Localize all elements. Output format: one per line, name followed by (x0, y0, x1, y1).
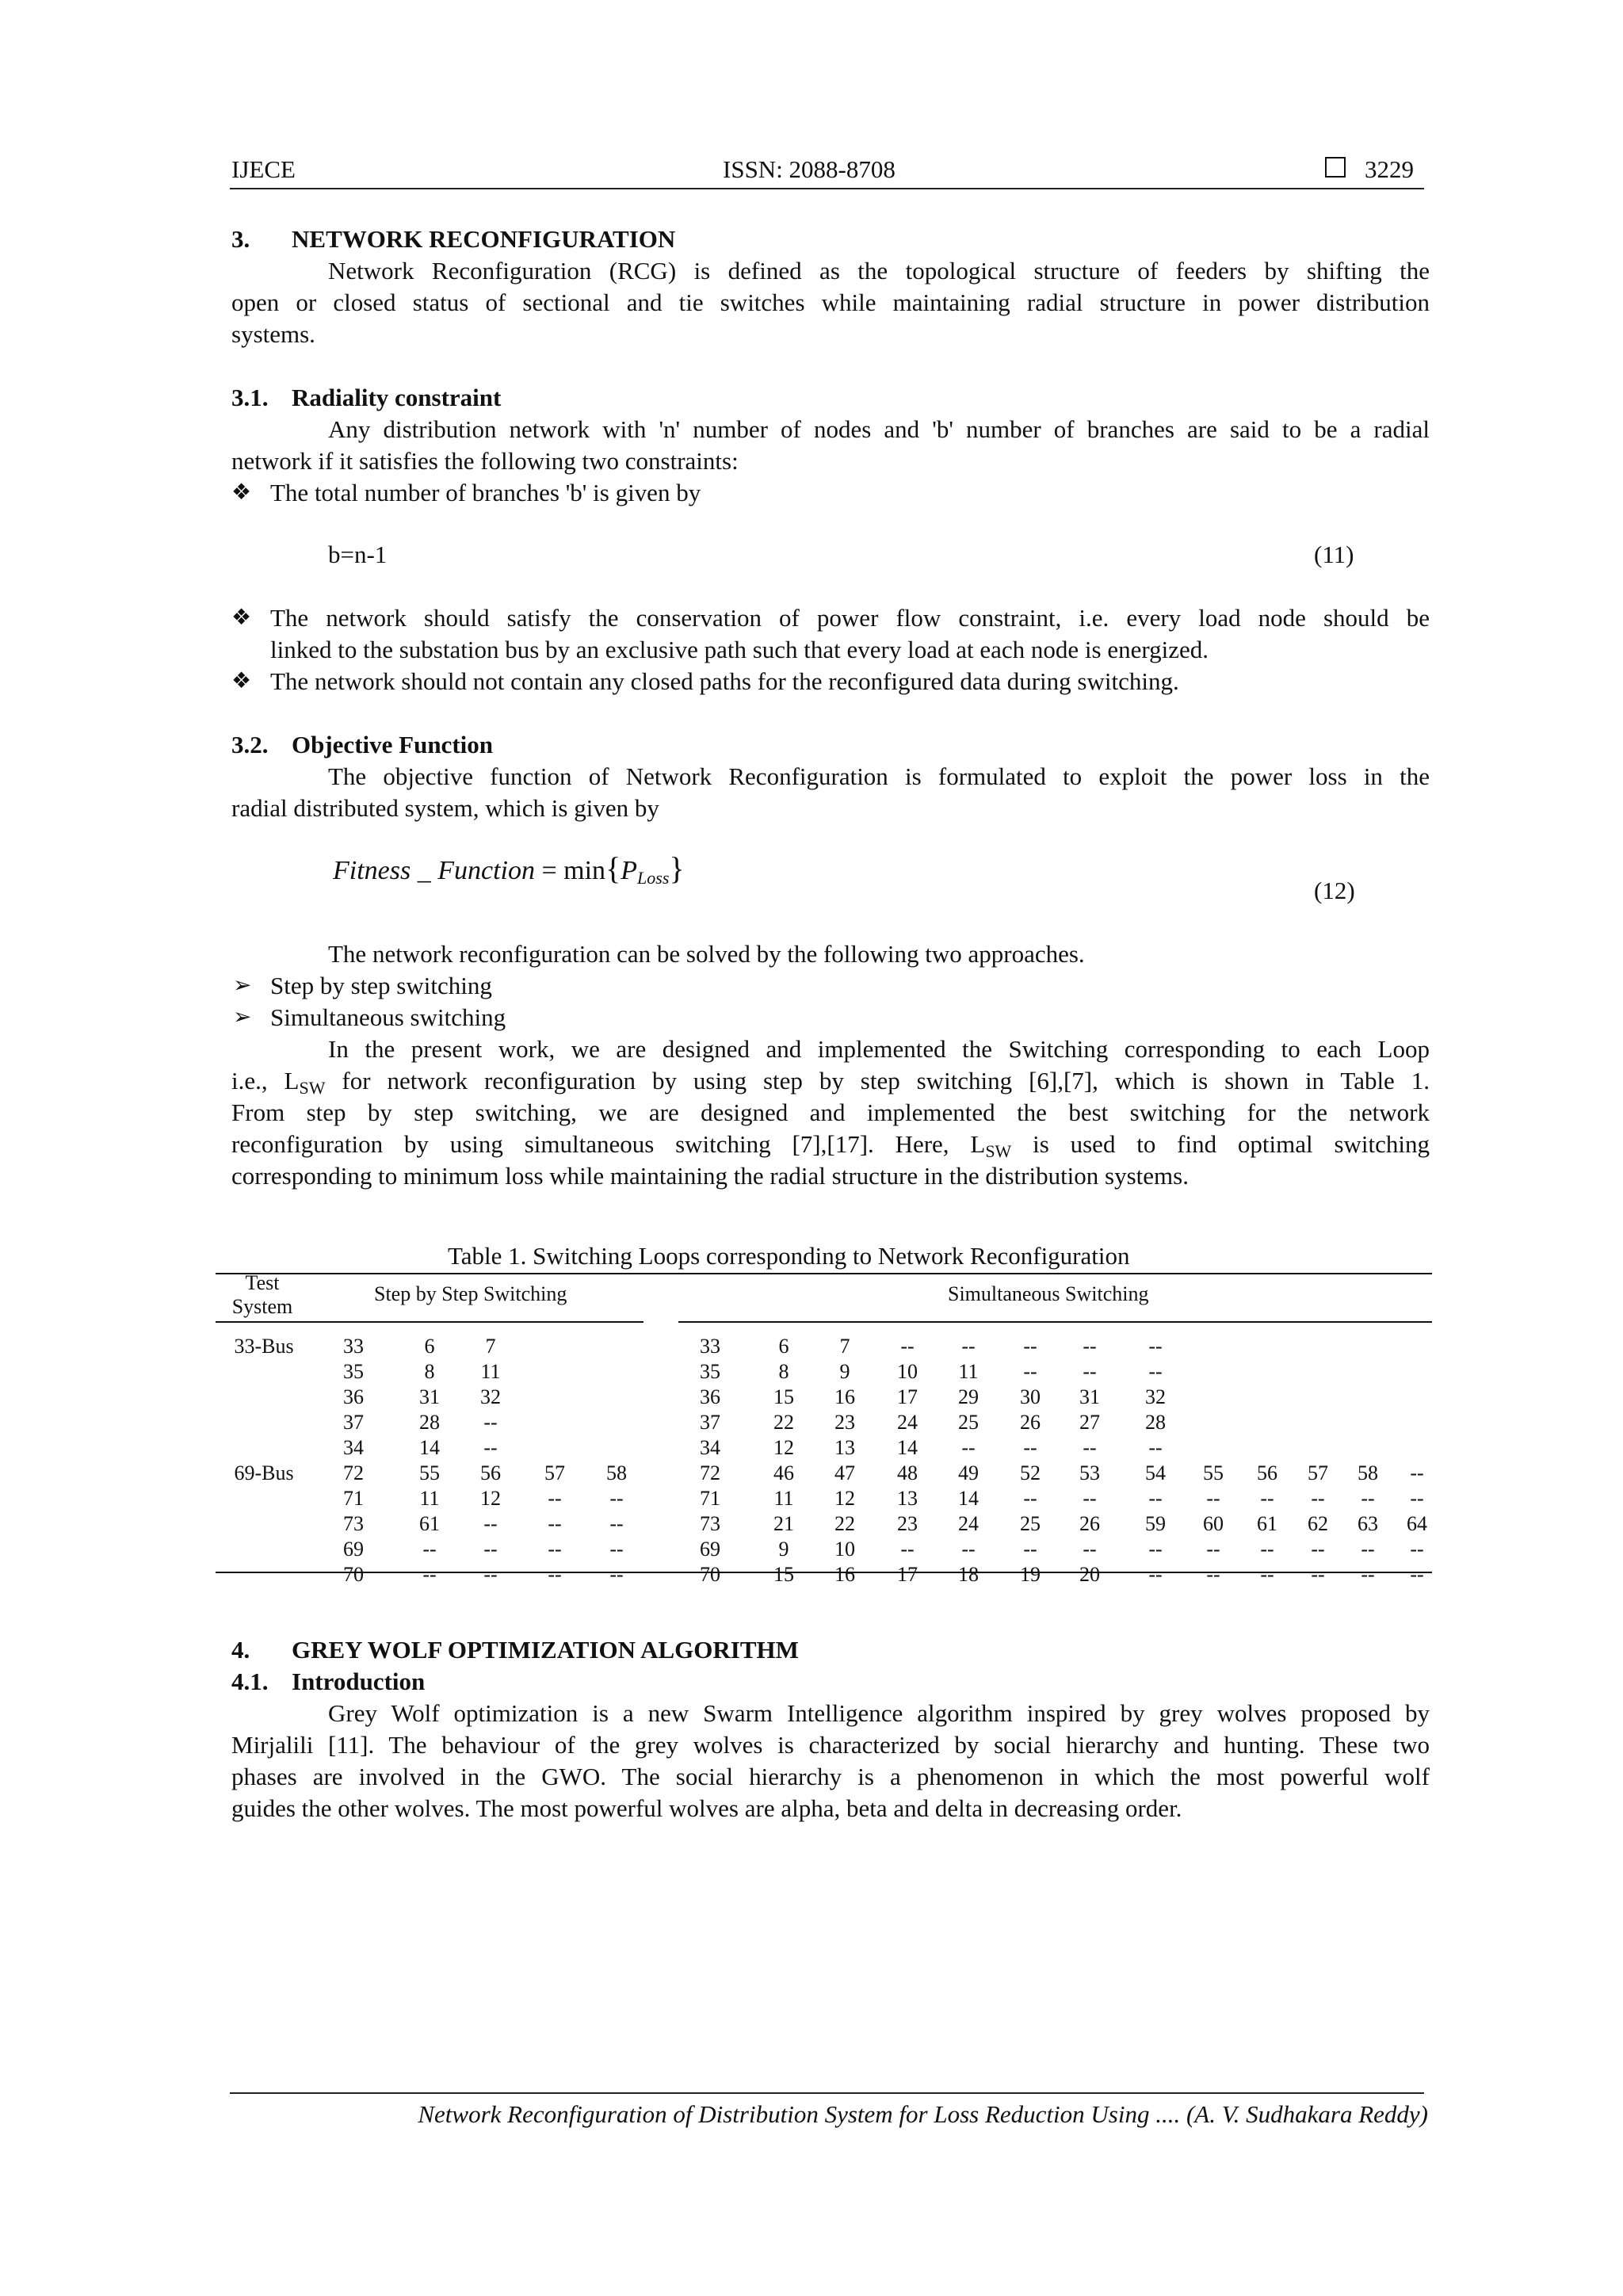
approaches-intro: The network reconfiguration can be solved by the following two approaches. (328, 940, 1085, 968)
table-cell-step: -- (548, 1563, 562, 1586)
col-header-simultaneous: Simultaneous Switching (948, 1282, 1149, 1305)
table-cell-simultaneous: -- (961, 1538, 976, 1561)
table-cell-step: 28 (419, 1411, 440, 1434)
table-cell-simultaneous: -- (1023, 1335, 1037, 1358)
table-cell-simultaneous: -- (961, 1436, 976, 1459)
running-footer: Network Reconfiguration of Distribution System for Loss Reduction Using .... (A. V. Sudhakara Reddy) (418, 2100, 1428, 2128)
table-cell-simultaneous: 13 (897, 1487, 918, 1510)
header-rule (230, 188, 1424, 189)
table-cell-simultaneous: 33 (700, 1335, 720, 1358)
table-cell-step: 35 (343, 1360, 364, 1383)
table-cell-step: 7 (485, 1335, 496, 1358)
table-cell-simultaneous: -- (1148, 1538, 1163, 1561)
table-cell-step: -- (422, 1563, 437, 1586)
table-header-rule-step (216, 1321, 643, 1323)
table-cell-step: 70 (343, 1563, 364, 1586)
table-cell-simultaneous: -- (1361, 1563, 1375, 1586)
bullet-2-text: linked to the substation bus by an exclusive path such that every load at each node is energized. (270, 636, 1209, 663)
table-cell-simultaneous: 26 (1079, 1512, 1100, 1535)
table-cell-step: 11 (419, 1487, 440, 1510)
table-cell-simultaneous: 9 (778, 1538, 789, 1561)
section-3-2-para-line: radial distributed system, which is given by (231, 794, 659, 822)
table-cell-simultaneous: -- (1260, 1563, 1274, 1586)
table-cell-simultaneous: 7 (839, 1335, 850, 1358)
table-cell-simultaneous: 53 (1079, 1461, 1100, 1484)
table-cell-step: 14 (419, 1436, 440, 1459)
table-cell-simultaneous: -- (1023, 1436, 1037, 1459)
section-4-1-title: Introduction (292, 1668, 426, 1695)
table-cell-step: -- (483, 1538, 498, 1561)
table-cell-simultaneous: 23 (834, 1411, 855, 1434)
section-3-2-title: Objective Function (292, 731, 493, 758)
table-cell-step: 57 (544, 1461, 565, 1484)
table-cell-simultaneous: 14 (897, 1436, 918, 1459)
table-cell-simultaneous: 23 (897, 1512, 918, 1535)
table-cell-simultaneous: 10 (897, 1360, 918, 1383)
section-3-2-number: 3.2. (231, 731, 269, 758)
section-3-number: 3. (231, 225, 250, 253)
table-cell-step: 33 (343, 1335, 364, 1358)
table-cell-step: -- (422, 1538, 437, 1561)
para-2-line (231, 1065, 1430, 1097)
table-cell-simultaneous: -- (1148, 1563, 1163, 1586)
table-cell-simultaneous: 47 (834, 1461, 855, 1484)
table-cell-simultaneous: -- (1311, 1538, 1325, 1561)
equation-11-number: (11) (1314, 541, 1354, 568)
table-cell-simultaneous: 60 (1203, 1512, 1224, 1535)
section-3-title: NETWORK RECONFIGURATION (292, 225, 676, 253)
table-cell-simultaneous: -- (1148, 1335, 1163, 1358)
table-cell-simultaneous: 69 (700, 1538, 720, 1561)
table-cell-simultaneous: 25 (958, 1411, 979, 1434)
section-4-number: 4. (231, 1636, 250, 1664)
table-cell-step: -- (609, 1512, 624, 1535)
table-cell-step: 37 (343, 1411, 364, 1434)
lsw-subscript: SW (299, 1078, 326, 1098)
table-cell-simultaneous: 63 (1358, 1512, 1378, 1535)
approach-1: Step by step switching (270, 972, 492, 999)
table-cell-step: 12 (480, 1487, 501, 1510)
table-cell-system: 69-Bus (234, 1461, 294, 1484)
table-cell-simultaneous: 73 (700, 1512, 720, 1535)
eq-p-sub: Loss (637, 868, 670, 888)
table-cell-simultaneous: -- (1361, 1538, 1375, 1561)
eq-equals: = (541, 856, 557, 885)
table-cell-simultaneous: -- (1023, 1538, 1037, 1561)
para-2-fragment: for network reconfiguration by using step by step switching [6],[7], which is shown in Table 1. (325, 1067, 1430, 1095)
table-cell-simultaneous: -- (1260, 1487, 1274, 1510)
table-cell-step: -- (548, 1512, 562, 1535)
table-caption: Table 1. Switching Loops corresponding to Network Reconfiguration (448, 1242, 1130, 1270)
table-cell-simultaneous: 8 (778, 1360, 789, 1383)
eq-lhs: Fitness _ Function (333, 856, 535, 885)
table-cell-step: 36 (343, 1385, 364, 1408)
approach-2: Simultaneous switching (270, 1003, 506, 1031)
col-header-step: Step by Step Switching (374, 1282, 567, 1305)
table-cell-simultaneous: 15 (773, 1563, 794, 1586)
table-cell-step: -- (609, 1538, 624, 1561)
table-cell-simultaneous: -- (1410, 1538, 1424, 1561)
col-header-test (231, 1271, 293, 1319)
table-bottom-rule (216, 1572, 1432, 1573)
table-cell-system: 33-Bus (234, 1335, 294, 1358)
table-cell-simultaneous: 70 (700, 1563, 720, 1586)
table-cell-step: -- (483, 1436, 498, 1459)
table-cell-simultaneous: 71 (700, 1487, 720, 1510)
table-cell-simultaneous: -- (1206, 1487, 1220, 1510)
table-cell-step: 73 (343, 1512, 364, 1535)
table-cell-step: -- (548, 1538, 562, 1561)
table-cell-simultaneous: 57 (1308, 1461, 1328, 1484)
table-cell-simultaneous: 34 (700, 1436, 720, 1459)
table-cell-simultaneous: 16 (834, 1385, 855, 1408)
table-cell-simultaneous: -- (1083, 1538, 1097, 1561)
table-cell-simultaneous: -- (961, 1335, 976, 1358)
section-3-2-para-line: The objective function of Network Reconfiguration is formulated to exploit the power loss in the (328, 762, 1430, 790)
table-cell-simultaneous: 17 (897, 1385, 918, 1408)
table-cell-simultaneous: -- (1148, 1487, 1163, 1510)
bullet-3-text: The network should not contain any closed paths for the reconfigured data during switching. (270, 667, 1179, 695)
table-cell-simultaneous: 46 (773, 1461, 794, 1484)
table-cell-simultaneous: -- (1311, 1563, 1325, 1586)
table-cell-simultaneous: 19 (1020, 1563, 1041, 1586)
table-cell-simultaneous: 61 (1257, 1512, 1277, 1535)
col-header-test-2: System (231, 1295, 293, 1318)
table-cell-step: 34 (343, 1436, 364, 1459)
col-header-test-1: Test (245, 1271, 280, 1294)
table-cell-simultaneous: 21 (773, 1512, 794, 1535)
table-cell-simultaneous: 24 (958, 1512, 979, 1535)
para-2-line: From step by step switching, we are designed and implemented the best switching for the network (231, 1098, 1430, 1126)
table-cell-simultaneous: 20 (1079, 1563, 1100, 1586)
table-cell-step: -- (609, 1563, 624, 1586)
table-cell-simultaneous: 72 (700, 1461, 720, 1484)
table-cell-simultaneous: -- (1410, 1563, 1424, 1586)
table-cell-simultaneous: 31 (1079, 1385, 1100, 1408)
table-cell-simultaneous: 48 (897, 1461, 918, 1484)
table-cell-simultaneous: 18 (958, 1563, 979, 1586)
section-4-para-line: guides the other wolves. The most powerful wolves are alpha, beta and delta in decreasing order. (231, 1794, 1182, 1822)
table-cell-step: 8 (424, 1360, 435, 1383)
para-2-fragment: is used to find optimal switching (1011, 1130, 1430, 1158)
table-cell-simultaneous: 16 (834, 1563, 855, 1586)
table-cell-step: -- (548, 1487, 562, 1510)
arrow-bullet-icon: ➢ (233, 973, 252, 998)
table-cell-simultaneous: 58 (1358, 1461, 1378, 1484)
section-3-1-number: 3.1. (231, 384, 269, 411)
section-4-1-number: 4.1. (231, 1668, 269, 1695)
table-cell-simultaneous: 49 (958, 1461, 979, 1484)
table-cell-simultaneous: -- (1311, 1487, 1325, 1510)
table-cell-simultaneous: -- (1148, 1360, 1163, 1383)
issn: ISSN: 2088-8708 (723, 155, 896, 183)
section-3-para-line: Network Reconfiguration (RCG) is defined as the topological structure of feeders by shifting the (328, 257, 1430, 285)
section-4-title: GREY WOLF OPTIMIZATION ALGORITHM (292, 1636, 799, 1664)
table-cell-simultaneous: 37 (700, 1411, 720, 1434)
section-4-para-line: Grey Wolf optimization is a new Swarm Intelligence algorithm inspired by grey wolves proposed by (328, 1699, 1430, 1727)
table-cell-simultaneous: -- (1410, 1461, 1424, 1484)
table-cell-simultaneous: -- (1148, 1436, 1163, 1459)
equation-12: Fitness _ Function = $\min\{P_{Loss}\}$ (333, 850, 685, 888)
table-cell-step: 69 (343, 1538, 364, 1561)
table-cell-simultaneous: 6 (778, 1335, 789, 1358)
table-cell-simultaneous: -- (1083, 1360, 1097, 1383)
table-cell-simultaneous: -- (1206, 1563, 1220, 1586)
table-cell-simultaneous: -- (900, 1538, 915, 1561)
table-cell-simultaneous: 27 (1079, 1411, 1100, 1434)
table-cell-simultaneous: 11 (958, 1360, 979, 1383)
table-cell-simultaneous: 12 (773, 1436, 794, 1459)
diamond-bullet-icon: ❖ (231, 669, 252, 693)
table-cell-simultaneous: 59 (1145, 1512, 1166, 1535)
table-cell-simultaneous: 62 (1308, 1512, 1328, 1535)
table-cell-simultaneous: 32 (1145, 1385, 1166, 1408)
table-cell-step: -- (483, 1512, 498, 1535)
lsw-subscript: SW (985, 1141, 1012, 1161)
table-cell-step: 61 (419, 1512, 440, 1535)
table-header-rule-simul (678, 1321, 1432, 1323)
table-cell-simultaneous: 11 (773, 1487, 794, 1510)
para-2-line: corresponding to minimum loss while maintaining the radial structure in the distribution systems. (231, 1162, 1189, 1190)
section-3-1-para-line: network if it satisfies the following two constraints: (231, 447, 739, 475)
bullet-1-text: The total number of branches 'b' is given by (270, 479, 701, 506)
table-cell-simultaneous: 55 (1203, 1461, 1224, 1484)
table-cell-simultaneous: -- (1083, 1487, 1097, 1510)
table-top-rule (216, 1273, 1432, 1274)
para-2-fragment: i.e., L (231, 1067, 300, 1095)
table-cell-simultaneous: 17 (897, 1563, 918, 1586)
para-2-fragment: reconfiguration by using simultaneous switching [7],[17]. Here, L (231, 1130, 986, 1158)
table-cell-simultaneous: 24 (897, 1411, 918, 1434)
table-cell-simultaneous: 26 (1020, 1411, 1041, 1434)
table-cell-simultaneous: 14 (958, 1487, 979, 1510)
diamond-bullet-icon: ❖ (231, 480, 252, 505)
table-cell-step: -- (483, 1563, 498, 1586)
table-cell-step: 31 (419, 1385, 440, 1408)
table-cell-simultaneous: 36 (700, 1385, 720, 1408)
table-cell-simultaneous: -- (1023, 1360, 1037, 1383)
table-cell-simultaneous: 12 (834, 1487, 855, 1510)
section-4-para-line: phases are involved in the GWO. The social hierarchy is a phenomenon in which the most powerful wolf (231, 1763, 1430, 1790)
table-cell-simultaneous: 25 (1020, 1512, 1041, 1535)
table-cell-simultaneous: 56 (1257, 1461, 1277, 1484)
table-cell-simultaneous: 10 (834, 1538, 855, 1561)
journal-name: IJECE (231, 155, 296, 183)
eq-p: P (621, 856, 638, 885)
footer-rule (230, 2092, 1424, 2094)
table-cell-step: 72 (343, 1461, 364, 1484)
table-cell-simultaneous: -- (900, 1335, 915, 1358)
section-3-1-title: Radiality constraint (292, 384, 502, 411)
checkbox-icon (1325, 157, 1346, 178)
table-cell-simultaneous: 28 (1145, 1411, 1166, 1434)
eq-min: min (563, 856, 606, 885)
table-cell-step: 71 (343, 1487, 364, 1510)
table-cell-step: 11 (480, 1360, 501, 1383)
table-cell-simultaneous: 15 (773, 1385, 794, 1408)
table-cell-simultaneous: 52 (1020, 1461, 1041, 1484)
table-cell-simultaneous: 64 (1407, 1512, 1427, 1535)
section-3-para-line: systems. (231, 320, 315, 348)
section-4-para-line: Mirjalili [11]. The behaviour of the grey wolves is characterized by social hierarchy and hunting. These two (231, 1731, 1430, 1759)
diamond-bullet-icon: ❖ (231, 606, 252, 630)
table-cell-step: 58 (606, 1461, 627, 1484)
table-cell-simultaneous: -- (1410, 1487, 1424, 1510)
table-cell-simultaneous: 9 (839, 1360, 850, 1383)
table-cell-simultaneous: 22 (773, 1411, 794, 1434)
table-cell-simultaneous: -- (1083, 1335, 1097, 1358)
table-cell-simultaneous: 54 (1145, 1461, 1166, 1484)
table-cell-simultaneous: -- (1260, 1538, 1274, 1561)
table-cell-step: -- (483, 1411, 498, 1434)
section-3-1-para-line: Any distribution network with 'n' number of nodes and 'b' number of branches are said to be a radial (328, 415, 1430, 443)
table-cell-simultaneous: -- (1023, 1487, 1037, 1510)
table-cell-simultaneous: 30 (1020, 1385, 1041, 1408)
table-cell-step: -- (609, 1487, 624, 1510)
page-number: 3229 (1365, 155, 1414, 183)
table-cell-simultaneous: 29 (958, 1385, 979, 1408)
section-3-para-line: open or closed status of sectional and tie switches while maintaining radial structure in power distribution (231, 288, 1430, 316)
table-cell-step: 6 (424, 1335, 435, 1358)
table-cell-step: 55 (419, 1461, 440, 1484)
table-cell-simultaneous: 22 (834, 1512, 855, 1535)
table-cell-step: 56 (480, 1461, 501, 1484)
equation-11: b=n-1 (328, 541, 388, 568)
equation-12-number: (12) (1314, 877, 1355, 904)
table-cell-simultaneous: -- (1206, 1538, 1220, 1561)
para-2-line: In the present work, we are designed and implemented the Switching corresponding to each Loop (328, 1035, 1430, 1063)
table-cell-simultaneous: 13 (834, 1436, 855, 1459)
para-2-line (231, 1129, 1430, 1160)
table-cell-simultaneous: -- (1361, 1487, 1375, 1510)
bullet-2-text: The network should satisfy the conservation of power flow constraint, i.e. every load node should be (270, 604, 1430, 632)
table-cell-simultaneous: 35 (700, 1360, 720, 1383)
table-cell-step: 32 (480, 1385, 501, 1408)
table-cell-simultaneous: -- (1083, 1436, 1097, 1459)
arrow-bullet-icon: ➢ (233, 1005, 252, 1030)
